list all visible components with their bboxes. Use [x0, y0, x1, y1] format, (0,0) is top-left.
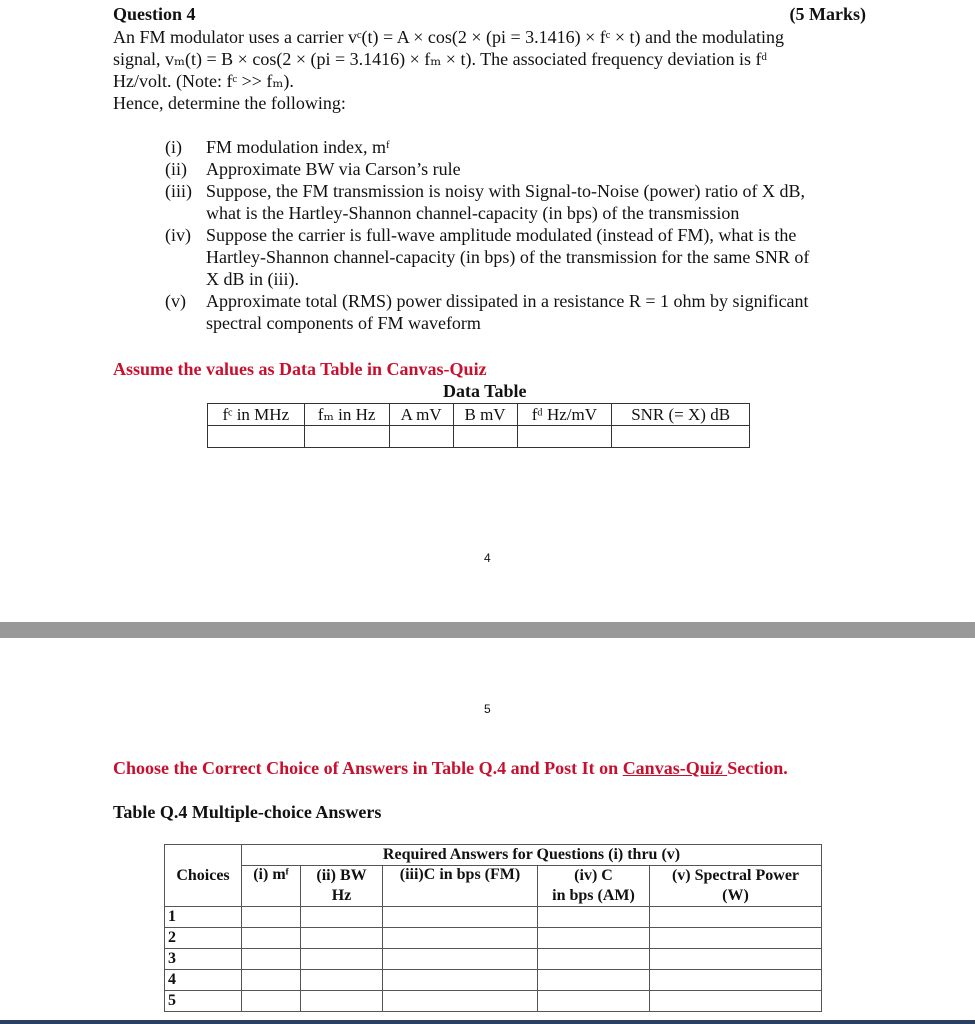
value-cell [304, 426, 389, 448]
data-table-header-row [208, 404, 750, 426]
answer-cell[interactable] [301, 991, 383, 1012]
value-cell [612, 426, 750, 448]
answer-cell[interactable] [242, 907, 301, 928]
paragraph-line: signal, vₘ(t) = B × cos(2 × (pi = 3.1416) × fₘ × t). The associated frequency deviation is fᵈ [113, 49, 768, 69]
answer-cell[interactable] [301, 970, 383, 991]
answer-cell[interactable] [301, 907, 383, 928]
page-divider [0, 622, 975, 638]
answer-cell[interactable] [538, 907, 650, 928]
table-row [165, 928, 822, 949]
question-header [113, 4, 866, 25]
item-text: Approximate total (RMS) power dissipated in a resistance R = 1 ohm by significant [206, 291, 809, 311]
answer-cell[interactable] [242, 991, 301, 1012]
answer-cell[interactable] [650, 970, 822, 991]
item-text: what is the Hartley-Shannon channel-capacity (in bps) of the transmission [206, 203, 740, 223]
answer-cell[interactable] [301, 928, 383, 949]
answer-cell[interactable] [650, 928, 822, 949]
header-fd: fᵈ Hz/mV [517, 404, 612, 426]
header-c-fm: (iii)C in bps (FM) [383, 866, 538, 907]
header-b: B mV [453, 404, 517, 426]
answer-cell[interactable] [650, 991, 822, 1012]
sub-question-iv [165, 224, 867, 290]
page-number: 4 [484, 551, 491, 565]
choice-number: 3 [165, 949, 242, 970]
paragraph-line: Hz/volt. (Note: fᶜ >> fₘ). [113, 71, 294, 91]
answers-group-header-row [165, 845, 822, 866]
item-number: (v) [165, 291, 186, 311]
answer-cell[interactable] [538, 970, 650, 991]
choose-instruction [113, 758, 788, 779]
canvas-quiz-link[interactable]: Canvas-Quiz [622, 758, 728, 778]
choose-end: Section. [727, 758, 788, 778]
choose-text: Choose the Correct Choice of Answers in Table Q.4 and Post It on [113, 758, 623, 778]
sub-question-iii [165, 180, 867, 224]
header-mf: (i) mᶠ [242, 866, 301, 907]
table-row [165, 949, 822, 970]
item-text: Approximate BW via Carson’s rule [206, 159, 461, 179]
item-text: Suppose, the FM transmission is noisy with Signal-to-Noise (power) ratio of X dB, [206, 181, 805, 201]
header-c-am: (iv) C in bps (AM) [538, 866, 650, 907]
value-cell [517, 426, 612, 448]
question-title: Question 4 [113, 4, 196, 24]
answer-cell[interactable] [538, 928, 650, 949]
choice-number: 5 [165, 991, 242, 1012]
header-fm: fₘ in Hz [304, 404, 389, 426]
answers-column-header-row [165, 866, 822, 907]
sub-question-ii [165, 158, 867, 180]
item-number: (iii) [165, 181, 192, 201]
data-table [207, 403, 750, 448]
item-text: Suppose the carrier is full-wave amplitude modulated (instead of FM), what is the [206, 225, 797, 245]
answer-cell[interactable] [650, 907, 822, 928]
item-text: spectral components of FM waveform [206, 313, 481, 333]
question-paragraph [113, 26, 866, 92]
answer-cell[interactable] [383, 907, 538, 928]
answer-cell[interactable] [301, 949, 383, 970]
header-snr: SNR (= X) dB [612, 404, 750, 426]
item-text: FM modulation index, mᶠ [206, 137, 390, 157]
table-row [165, 970, 822, 991]
bottom-edge [0, 1020, 975, 1024]
value-cell [208, 426, 305, 448]
header-required-answers: Required Answers for Questions (i) thru (v) [242, 845, 822, 866]
table-row [165, 991, 822, 1012]
data-table-title: Data Table [443, 381, 527, 401]
header-a: A mV [389, 404, 453, 426]
item-text: Hartley-Shannon channel-capacity (in bps) of the transmission for the same SNR of [206, 247, 810, 267]
answer-cell[interactable] [538, 991, 650, 1012]
sub-question-v [165, 290, 867, 334]
page-5 [0, 638, 975, 1020]
page-number: 5 [484, 702, 491, 716]
question-marks: (5 Marks) [789, 4, 866, 24]
answer-cell[interactable] [383, 928, 538, 949]
choice-number: 4 [165, 970, 242, 991]
answer-cell[interactable] [383, 949, 538, 970]
answer-cell[interactable] [650, 949, 822, 970]
item-number: (i) [165, 137, 182, 157]
choice-number: 1 [165, 907, 242, 928]
table-q4-title: Table Q.4 Multiple-choice Answers [113, 802, 382, 822]
header-bw: (ii) BW Hz [301, 866, 383, 907]
value-cell [389, 426, 453, 448]
answer-cell[interactable] [383, 991, 538, 1012]
header-spectral-power: (v) Spectral Power (W) [650, 866, 822, 907]
choice-number: 2 [165, 928, 242, 949]
hence-line: Hence, determine the following: [113, 93, 346, 113]
header-fc: fᶜ in MHz [208, 404, 305, 426]
item-number: (iv) [165, 225, 191, 245]
item-number: (ii) [165, 159, 187, 179]
answer-cell[interactable] [242, 949, 301, 970]
answer-cell[interactable] [242, 928, 301, 949]
answers-table [164, 844, 822, 1012]
answer-cell[interactable] [242, 970, 301, 991]
table-row [165, 907, 822, 928]
answer-cell[interactable] [538, 949, 650, 970]
sub-question-i [165, 136, 867, 158]
assume-note: Assume the values as Data Table in Canvas-Quiz [113, 359, 487, 379]
answer-cell[interactable] [383, 970, 538, 991]
paragraph-line: An FM modulator uses a carrier vᶜ(t) = A × cos(2 × (pi = 3.1416) × fᶜ × t) and the modulating [113, 27, 785, 47]
sub-question-list [165, 136, 867, 334]
data-table-value-row [208, 426, 750, 448]
value-cell [453, 426, 517, 448]
header-choices: Choices [165, 845, 242, 907]
item-text: X dB in (iii). [206, 269, 299, 289]
